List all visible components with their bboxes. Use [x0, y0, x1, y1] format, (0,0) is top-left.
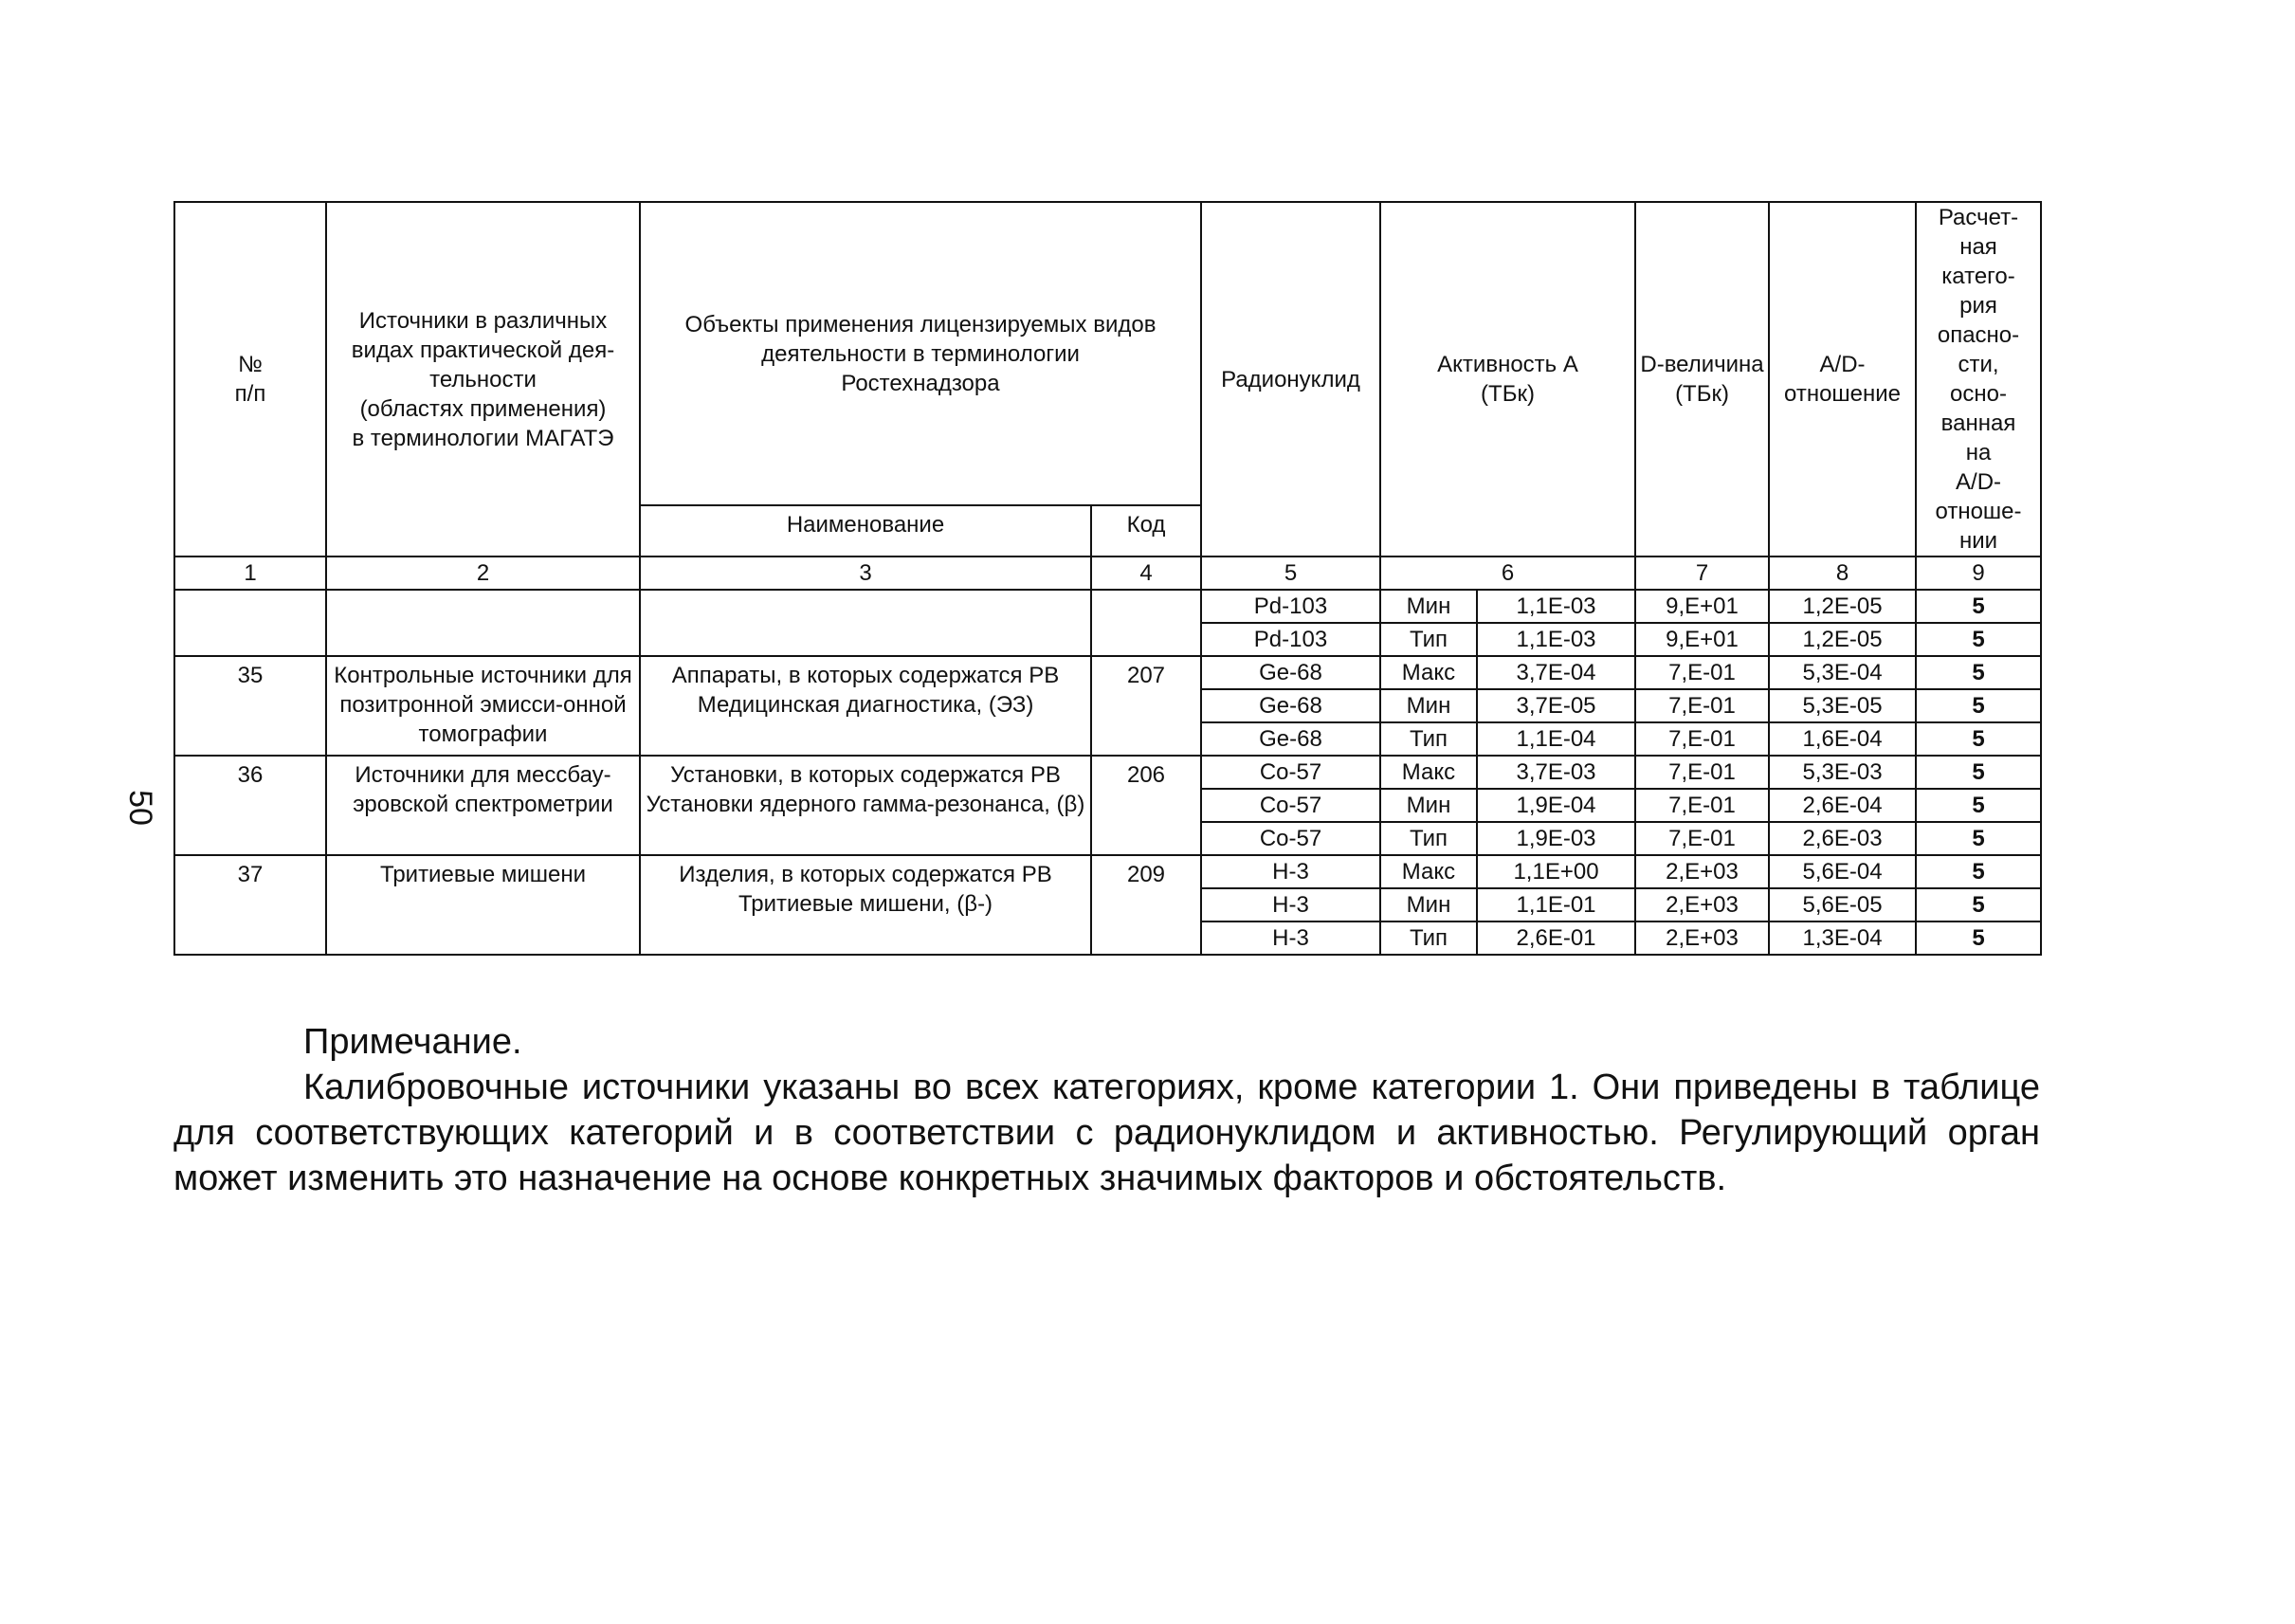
cell-d-value: 7,E-01 — [1635, 722, 1769, 756]
cell-nuclide: Ge-68 — [1201, 656, 1380, 689]
cell-code: 209 — [1091, 855, 1201, 955]
header-objects-name: Наименование — [640, 505, 1091, 557]
cell-kind: Макс — [1380, 656, 1477, 689]
cell-nuclide: Ge-68 — [1201, 722, 1380, 756]
cell-code: 207 — [1091, 656, 1201, 756]
column-number: 6 — [1380, 557, 1635, 590]
table-row — [174, 656, 2041, 689]
cell-category: 5 — [1916, 855, 2041, 888]
cell-category: 5 — [1916, 822, 2041, 855]
cell-activity: 1,9E-04 — [1477, 789, 1635, 822]
cell-kind: Мин — [1380, 888, 1477, 921]
cell-activity: 1,1E-03 — [1477, 590, 1635, 623]
header-category — [1916, 202, 2041, 557]
cell-kind: Мин — [1380, 689, 1477, 722]
header-objects-text: Объекты применения лицензируемых видов деятельности в терминологии Ростехнадзора — [684, 311, 1157, 396]
cell-ad-ratio: 5,6E-04 — [1769, 855, 1916, 888]
cell-activity: 1,1E+00 — [1477, 855, 1635, 888]
cell-activity: 1,1E-04 — [1477, 722, 1635, 756]
cell-object: Установки, в которых содержатся РВ Установки ядерного гамма-резонанса, (β) — [640, 756, 1091, 855]
cell-nuclide: Ge-68 — [1201, 689, 1380, 722]
header-ad-ratio — [1769, 202, 1916, 557]
cell-d-value: 7,E-01 — [1635, 656, 1769, 689]
cell-object: Аппараты, в которых содержатся РВ Медицинская диагностика, (ЭЗ) — [640, 656, 1091, 756]
cell-ad-ratio: 5,3E-04 — [1769, 656, 1916, 689]
cell-d-value: 7,E-01 — [1635, 756, 1769, 789]
cell-nuclide: Co-57 — [1201, 822, 1380, 855]
cell-category: 5 — [1916, 789, 2041, 822]
cell-kind: Мин — [1380, 789, 1477, 822]
header-objects-code: Код — [1091, 505, 1201, 557]
cell-nuclide: Pd-103 — [1201, 590, 1380, 623]
column-number: 4 — [1091, 557, 1201, 590]
cell-ad-ratio: 1,6E-04 — [1769, 722, 1916, 756]
cell-activity: 1,1E-03 — [1477, 623, 1635, 656]
cell-nuclide: Co-57 — [1201, 756, 1380, 789]
radionuclide-table — [173, 201, 2042, 956]
cell-d-value: 7,E-01 — [1635, 822, 1769, 855]
header-objects — [640, 202, 1201, 505]
cell-nuclide: H-3 — [1201, 855, 1380, 888]
cell-ad-ratio: 1,3E-04 — [1769, 921, 1916, 955]
cell-nuclide: H-3 — [1201, 921, 1380, 955]
cell-source: Тритиевые мишени — [326, 855, 640, 955]
header-number — [174, 202, 326, 557]
cell-activity: 1,9E-03 — [1477, 822, 1635, 855]
cell-number: 36 — [174, 756, 326, 855]
cell-kind: Тип — [1380, 921, 1477, 955]
column-number: 5 — [1201, 557, 1380, 590]
header-number-text: № п/п — [234, 352, 266, 407]
cell-ad-ratio: 5,6E-05 — [1769, 888, 1916, 921]
cell-code — [1091, 590, 1201, 656]
note-body: Калибровочные источники указаны во всех категориях, кроме категории 1. Они приведены в таблице для соответствующих категорий и в соответствии с радионуклидом и активностью. Регулирующий орган может изменить это назначение на основе конкретных значимых факторов и обстоятельств. — [173, 1067, 2040, 1198]
cell-category: 5 — [1916, 756, 2041, 789]
cell-activity: 3,7E-04 — [1477, 656, 1635, 689]
header-source-text: Источники в различных видах практической дея- тельности (областях применения) в терминологии МАГАТЭ — [351, 307, 615, 451]
header-activity — [1380, 202, 1635, 557]
cell-activity: 2,6E-01 — [1477, 921, 1635, 955]
table-row — [174, 756, 2041, 789]
cell-activity: 3,7E-03 — [1477, 756, 1635, 789]
cell-number: 37 — [174, 855, 326, 955]
cell-source — [326, 590, 640, 656]
note-title: Примечание. — [303, 1022, 522, 1062]
cell-nuclide: Co-57 — [1201, 789, 1380, 822]
cell-category: 5 — [1916, 921, 2041, 955]
cell-d-value: 2,E+03 — [1635, 921, 1769, 955]
column-number: 1 — [174, 557, 326, 590]
header-category-text: Расчет- ная катего- рия опасно- сти, осно- ванная на A/D- отноше- нии — [1935, 205, 2022, 554]
column-number: 9 — [1916, 557, 2041, 590]
cell-kind: Тип — [1380, 822, 1477, 855]
cell-nuclide: Pd-103 — [1201, 623, 1380, 656]
cell-kind: Тип — [1380, 722, 1477, 756]
cell-d-value: 9,E+01 — [1635, 590, 1769, 623]
cell-number: 35 — [174, 656, 326, 756]
column-number: 2 — [326, 557, 640, 590]
note — [173, 1019, 2040, 1201]
header-d-value-text: D-величина (ТБк) — [1640, 352, 1764, 407]
header-ad-ratio-text: A/D- отношение — [1784, 352, 1902, 407]
header-nuclide — [1201, 202, 1380, 557]
cell-object — [640, 590, 1091, 656]
cell-nuclide: H-3 — [1201, 888, 1380, 921]
cell-ad-ratio: 2,6E-03 — [1769, 822, 1916, 855]
column-number: 8 — [1769, 557, 1916, 590]
header-nuclide-text: Радионуклид — [1221, 366, 1360, 392]
cell-activity: 3,7E-05 — [1477, 689, 1635, 722]
cell-ad-ratio: 1,2E-05 — [1769, 590, 1916, 623]
cell-kind: Тип — [1380, 623, 1477, 656]
page-number: 50 — [122, 790, 158, 826]
cell-category: 5 — [1916, 656, 2041, 689]
cell-kind: Макс — [1380, 756, 1477, 789]
cell-category: 5 — [1916, 689, 2041, 722]
table-row — [174, 590, 2041, 623]
cell-ad-ratio: 5,3E-03 — [1769, 756, 1916, 789]
cell-ad-ratio: 1,2E-05 — [1769, 623, 1916, 656]
header-activity-text: Активность A (ТБк) — [1437, 352, 1578, 407]
cell-activity: 1,1E-01 — [1477, 888, 1635, 921]
cell-kind: Макс — [1380, 855, 1477, 888]
cell-kind: Мин — [1380, 590, 1477, 623]
cell-source: Источники для мессбау-эровской спектрометрии — [326, 756, 640, 855]
header-d-value — [1635, 202, 1769, 557]
cell-object: Изделия, в которых содержатся РВ Тритиевые мишени, (β-) — [640, 855, 1091, 955]
cell-d-value: 9,E+01 — [1635, 623, 1769, 656]
cell-category: 5 — [1916, 590, 2041, 623]
cell-category: 5 — [1916, 722, 2041, 756]
cell-category: 5 — [1916, 888, 2041, 921]
cell-category: 5 — [1916, 623, 2041, 656]
header-source — [326, 202, 640, 557]
cell-number — [174, 590, 326, 656]
table-row — [174, 855, 2041, 888]
cell-d-value: 2,E+03 — [1635, 888, 1769, 921]
column-number: 7 — [1635, 557, 1769, 590]
cell-source: Контрольные источники для позитронной эмисси-онной томографии — [326, 656, 640, 756]
cell-ad-ratio: 2,6E-04 — [1769, 789, 1916, 822]
column-number: 3 — [640, 557, 1091, 590]
cell-d-value: 2,E+03 — [1635, 855, 1769, 888]
cell-code: 206 — [1091, 756, 1201, 855]
cell-d-value: 7,E-01 — [1635, 689, 1769, 722]
cell-ad-ratio: 5,3E-05 — [1769, 689, 1916, 722]
cell-d-value: 7,E-01 — [1635, 789, 1769, 822]
